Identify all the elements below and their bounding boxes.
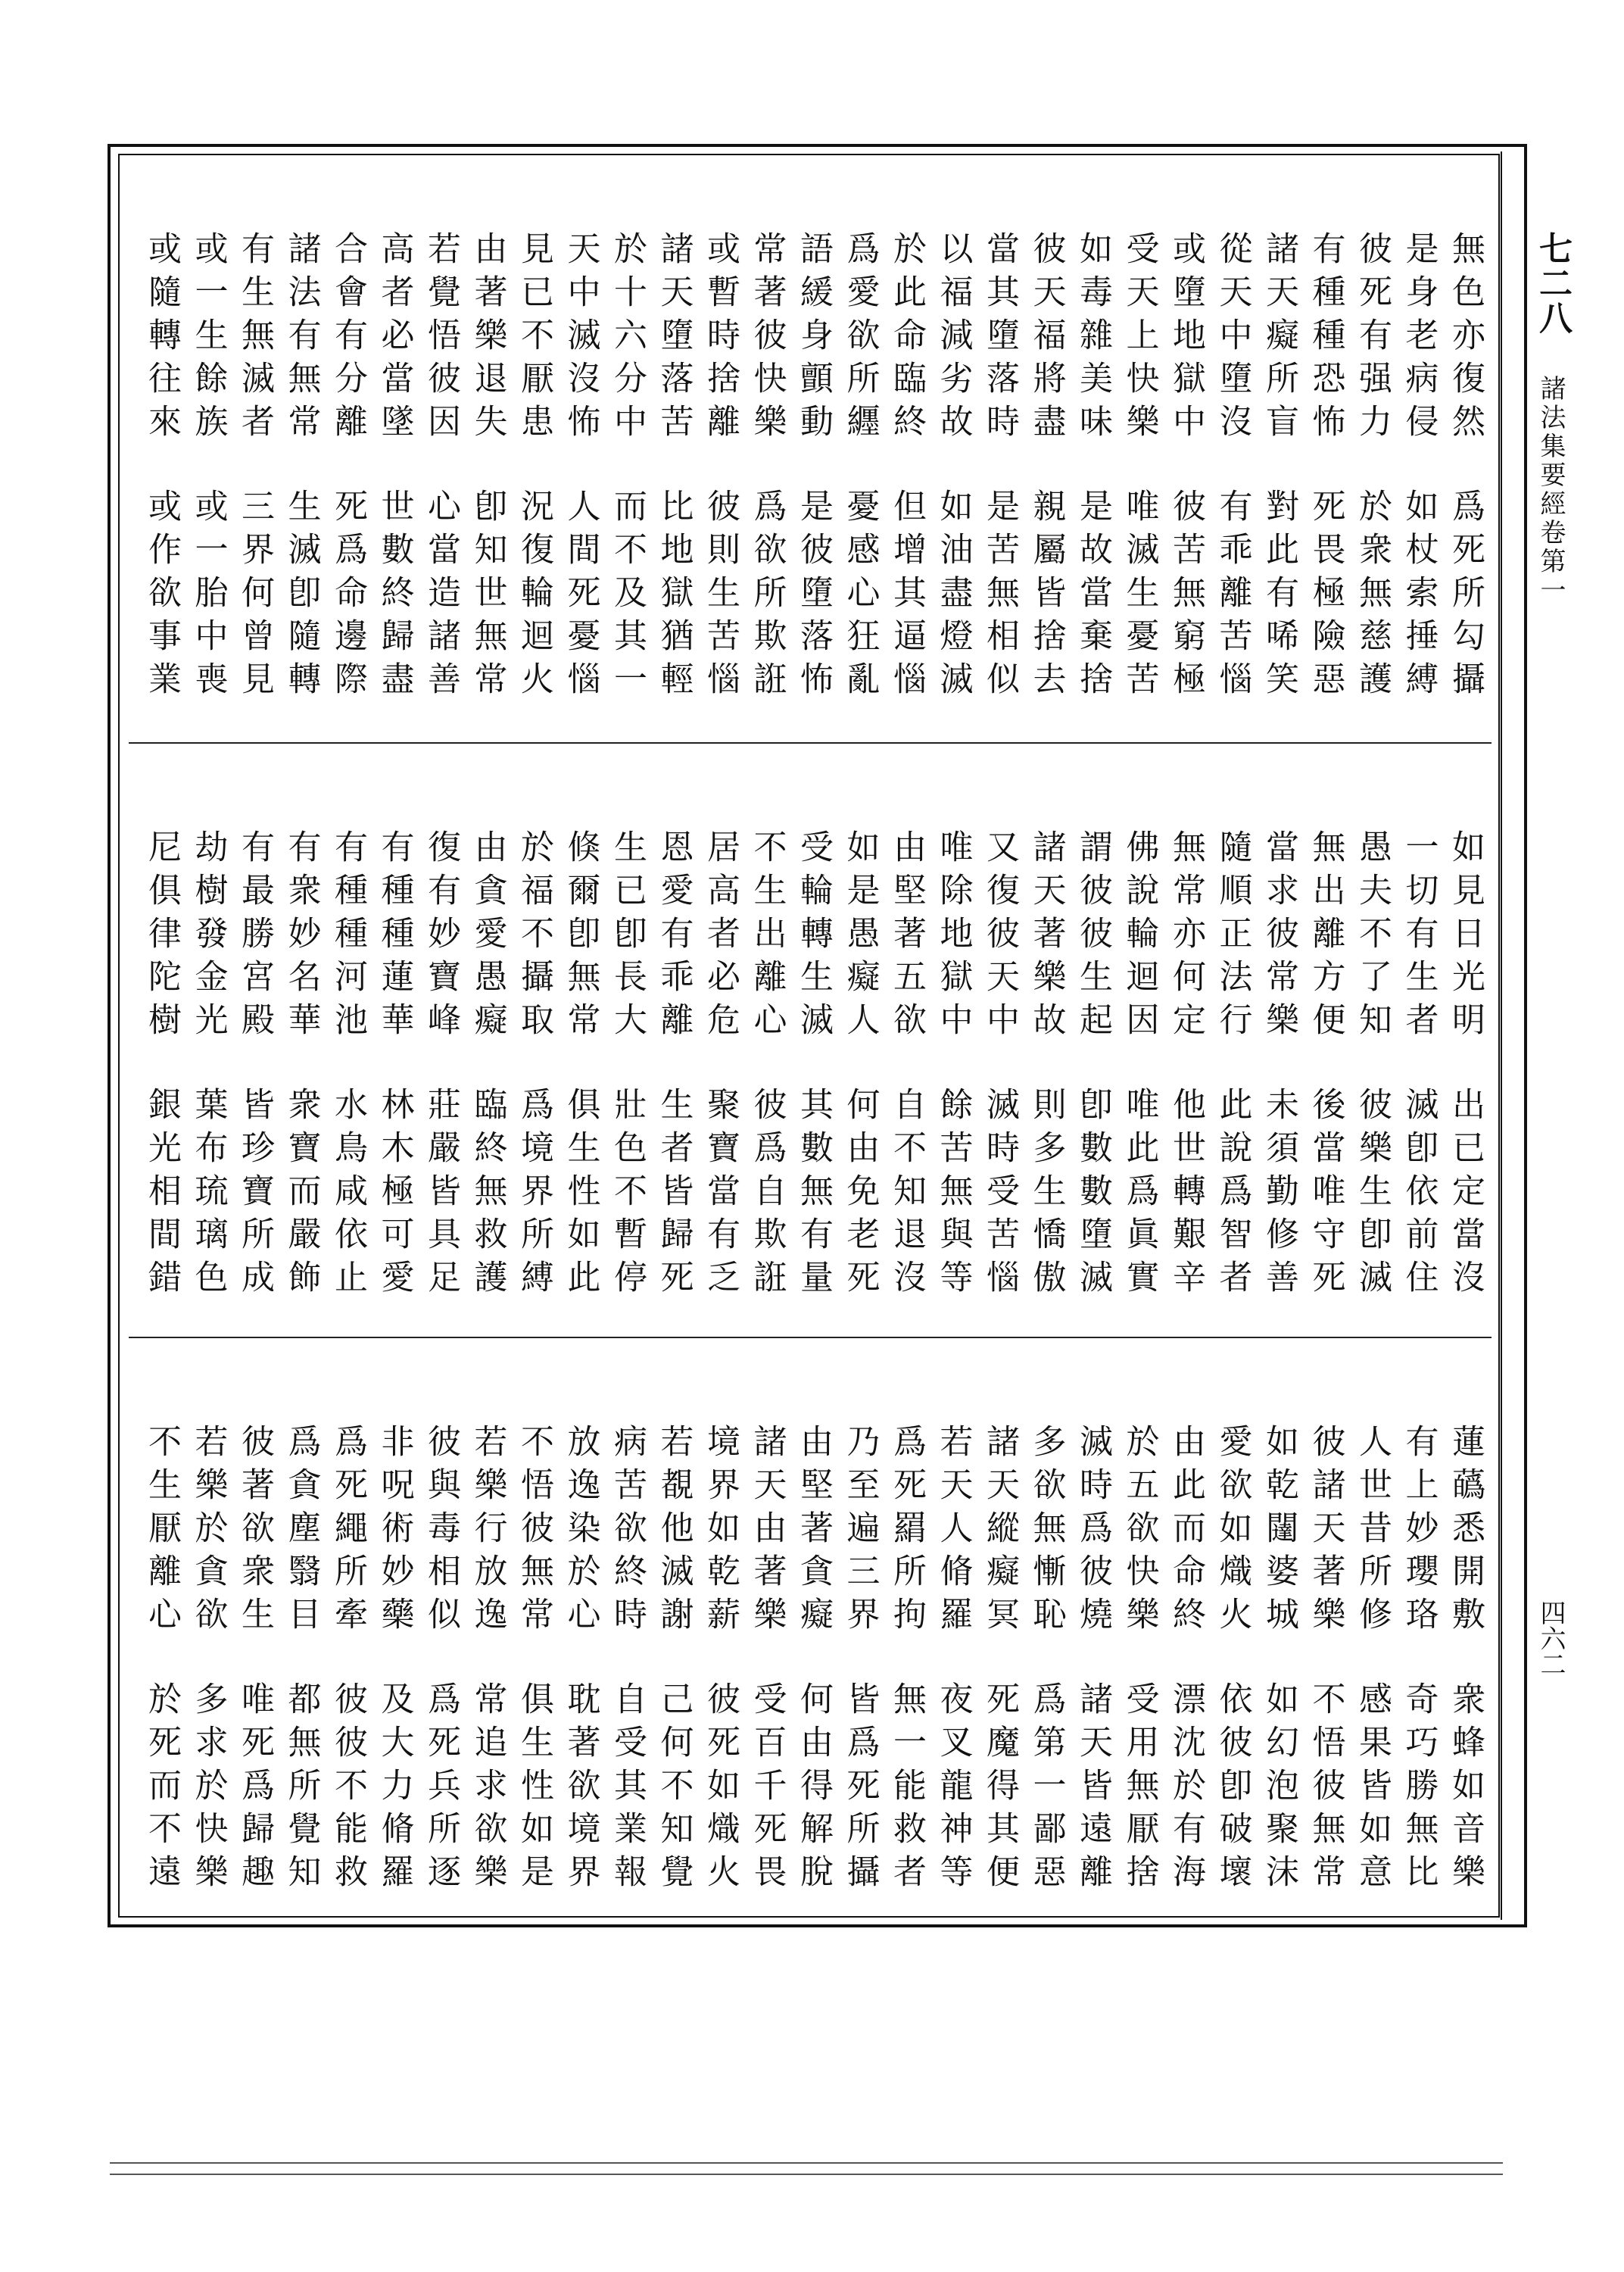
verse-line-top: 彼與毒相似 bbox=[422, 1424, 460, 1640]
verse-line-bottom: 常追求欲樂 bbox=[468, 1681, 507, 1897]
verse-line-top: 不生出離心 bbox=[747, 829, 787, 1045]
verse-column bbox=[1159, 1424, 1212, 1924]
verse-line-bottom: 及大力脩羅 bbox=[375, 1681, 414, 1897]
verse-line-top: 如是愚癡人 bbox=[840, 829, 880, 1045]
verse-line-top: 彼著欲衆生 bbox=[235, 1424, 274, 1640]
verse-line-top: 放逸染於心 bbox=[561, 1424, 600, 1640]
verse-line-top: 諸天由著樂 bbox=[747, 1424, 787, 1640]
verse-line-bottom: 是彼墮落怖 bbox=[794, 488, 833, 704]
verse-line-bottom: 彼爲自欺誑 bbox=[747, 1087, 787, 1303]
verse-column bbox=[880, 829, 933, 1329]
footer-rule bbox=[110, 2162, 1503, 2164]
verse-line-top: 不生厭離心 bbox=[142, 1424, 181, 1640]
sutra-title: 諸法集要經卷第一 bbox=[1535, 375, 1566, 605]
verse-column bbox=[787, 829, 840, 1329]
verse-line-top: 若覩他滅謝 bbox=[654, 1424, 694, 1640]
verse-column bbox=[787, 231, 840, 731]
page-number: 四六二 bbox=[1535, 1599, 1566, 1677]
verse-line-top: 或隨轉往來 bbox=[142, 231, 181, 447]
verse-column bbox=[1066, 829, 1119, 1329]
verse-column bbox=[740, 231, 793, 731]
verse-line-top: 一切有生者 bbox=[1399, 829, 1439, 1045]
verse-line-bottom: 但增其逼惱 bbox=[887, 488, 926, 704]
verse-line-top: 於十六分中 bbox=[608, 231, 647, 447]
verse-column bbox=[834, 1424, 887, 1924]
verse-line-bottom: 是故當棄捨 bbox=[1074, 488, 1112, 704]
verse-line-top: 諸天著樂故 bbox=[1027, 829, 1066, 1045]
verse-column bbox=[461, 829, 514, 1329]
verse-line-bottom: 俱生性如是 bbox=[515, 1681, 553, 1897]
verse-column bbox=[1159, 231, 1212, 731]
verse-column bbox=[1113, 1424, 1166, 1924]
verse-line-bottom: 聚寶當有乏 bbox=[701, 1087, 740, 1303]
verse-column bbox=[368, 829, 421, 1329]
verse-line-top: 當求彼常樂 bbox=[1260, 829, 1298, 1045]
verse-line-bottom: 滅時受苦惱 bbox=[980, 1087, 1019, 1303]
verse-column bbox=[927, 231, 980, 731]
verse-column bbox=[135, 829, 188, 1329]
verse-line-bottom: 受百千死畏 bbox=[747, 1681, 787, 1897]
verse-line-bottom: 對此有唏笑 bbox=[1260, 488, 1298, 704]
verse-column bbox=[740, 1424, 793, 1924]
verse-column bbox=[368, 1424, 421, 1924]
verse-line-top: 隨順正法行 bbox=[1213, 829, 1252, 1045]
verse-line-bottom: 無一能救者 bbox=[887, 1681, 926, 1897]
verse-column bbox=[228, 231, 281, 731]
verse-line-bottom: 而不及其一 bbox=[608, 488, 647, 704]
verse-column bbox=[228, 1424, 281, 1924]
verse-line-top: 如毒雜美味 bbox=[1074, 231, 1112, 447]
verse-column bbox=[834, 829, 887, 1329]
verse-line-top: 爲死羂所拘 bbox=[887, 1424, 926, 1640]
verse-column bbox=[182, 231, 235, 731]
verse-column bbox=[694, 231, 747, 731]
verse-line-bottom: 爲死兵所逐 bbox=[422, 1681, 460, 1897]
verse-column bbox=[1020, 231, 1073, 731]
verse-column bbox=[1439, 1424, 1492, 1924]
verse-column bbox=[1252, 1424, 1305, 1924]
verse-band-2 bbox=[136, 746, 1492, 1337]
verse-column bbox=[1299, 829, 1352, 1329]
verse-column bbox=[368, 231, 421, 731]
verse-line-bottom: 生滅卽隨轉 bbox=[282, 488, 321, 704]
verse-column bbox=[1206, 829, 1259, 1329]
verse-column bbox=[1345, 231, 1398, 731]
verse-column bbox=[135, 231, 188, 731]
verse-column bbox=[507, 1424, 560, 1924]
verse-line-bottom: 餘苦無與等 bbox=[934, 1087, 973, 1303]
verse-line-top: 當其墮落時 bbox=[980, 231, 1019, 447]
verse-column bbox=[554, 1424, 607, 1924]
verse-line-top: 受輪轉生滅 bbox=[794, 829, 833, 1045]
verse-column bbox=[834, 231, 887, 731]
verse-line-bottom: 親屬皆捨去 bbox=[1027, 488, 1066, 704]
verse-line-top: 若樂於貪欲 bbox=[189, 1424, 228, 1640]
verse-line-bottom: 衆蜂如音樂 bbox=[1446, 1681, 1485, 1897]
verse-column bbox=[1252, 829, 1305, 1329]
verse-line-top: 有種種蓮華 bbox=[375, 829, 414, 1045]
verse-column bbox=[880, 1424, 933, 1924]
verse-line-bottom: 己何不知覺 bbox=[654, 1681, 694, 1897]
verse-line-top: 高者必當墜 bbox=[375, 231, 414, 447]
verse-line-bottom: 是苦無相似 bbox=[980, 488, 1019, 704]
verse-line-top: 如見日光明 bbox=[1446, 829, 1485, 1045]
verse-line-top: 若覺悟彼因 bbox=[422, 231, 460, 447]
verse-column bbox=[787, 1424, 840, 1924]
verse-column bbox=[554, 829, 607, 1329]
verse-line-top: 謂彼彼生起 bbox=[1074, 829, 1112, 1045]
verse-line-top: 佛說輪迴因 bbox=[1120, 829, 1159, 1045]
verse-line-top: 無出離方便 bbox=[1306, 829, 1345, 1045]
verse-column bbox=[1206, 1424, 1259, 1924]
verse-line-bottom: 他世轉艱辛 bbox=[1167, 1087, 1205, 1303]
verse-line-bottom: 衆寶而嚴飾 bbox=[282, 1087, 321, 1303]
verse-line-bottom: 卽知世無常 bbox=[468, 488, 507, 704]
verse-line-top: 非呪術妙藥 bbox=[375, 1424, 414, 1640]
verse-line-top: 合會有分離 bbox=[329, 231, 367, 447]
verse-line-bottom: 滅卽依前住 bbox=[1399, 1087, 1439, 1303]
verse-line-bottom: 彼苦無窮極 bbox=[1167, 488, 1205, 704]
verse-line-top: 見已不厭患 bbox=[515, 231, 553, 447]
verse-line-bottom: 何由免老死 bbox=[840, 1087, 880, 1303]
verse-line-bottom: 都無所覺知 bbox=[282, 1681, 321, 1897]
verse-line-bottom: 諸天皆遠離 bbox=[1074, 1681, 1112, 1897]
verse-line-top: 愚夫不了知 bbox=[1353, 829, 1392, 1045]
verse-line-bottom: 唯死爲歸趣 bbox=[235, 1681, 274, 1897]
verse-line-bottom: 漂沈於有海 bbox=[1167, 1681, 1205, 1897]
verse-line-top: 是身老病侵 bbox=[1399, 231, 1439, 447]
verse-column bbox=[927, 829, 980, 1329]
verse-column bbox=[647, 829, 700, 1329]
verse-line-bottom: 於衆無慈護 bbox=[1353, 488, 1392, 704]
verse-band-1 bbox=[136, 148, 1492, 738]
verse-line-bottom: 死畏極險惡 bbox=[1306, 488, 1345, 704]
verse-column bbox=[973, 1424, 1026, 1924]
verse-column bbox=[461, 1424, 514, 1924]
verse-column bbox=[647, 1424, 700, 1924]
verse-line-top: 由貪愛愚癡 bbox=[468, 829, 507, 1045]
verse-line-bottom: 憂感心狂亂 bbox=[840, 488, 880, 704]
verse-column bbox=[182, 829, 235, 1329]
verse-line-bottom: 奇巧勝無比 bbox=[1399, 1681, 1439, 1897]
verse-line-bottom: 三界何曾見 bbox=[235, 488, 274, 704]
verse-column bbox=[1113, 231, 1166, 731]
verse-line-bottom: 於死而不遠 bbox=[142, 1681, 181, 1897]
verse-column bbox=[600, 231, 653, 731]
verse-line-top: 諸天墮落苦 bbox=[654, 231, 694, 447]
verse-column bbox=[182, 1424, 235, 1924]
verse-column bbox=[414, 231, 467, 731]
verse-column bbox=[321, 1424, 374, 1924]
verse-line-bottom: 耽著欲境界 bbox=[561, 1681, 600, 1897]
verse-line-bottom: 唯此爲眞實 bbox=[1120, 1087, 1159, 1303]
verse-line-top: 生已卽長大 bbox=[608, 829, 647, 1045]
verse-line-bottom: 此說爲智者 bbox=[1213, 1087, 1252, 1303]
verse-column bbox=[1392, 829, 1445, 1329]
verse-line-top: 諸天癡所盲 bbox=[1260, 231, 1298, 447]
verse-line-bottom: 爲死所勾攝 bbox=[1446, 488, 1485, 704]
verse-line-bottom: 死爲命邊際 bbox=[329, 488, 367, 704]
verse-line-bottom: 銀光相間錯 bbox=[142, 1087, 181, 1303]
verse-line-bottom: 夜叉龍神等 bbox=[934, 1681, 973, 1897]
verse-column bbox=[507, 231, 560, 731]
verse-column bbox=[275, 231, 328, 731]
verse-line-top: 唯除地獄中 bbox=[934, 829, 973, 1045]
verse-line-top: 彼死有强力 bbox=[1353, 231, 1392, 447]
verse-line-bottom: 俱生性如此 bbox=[561, 1087, 600, 1303]
verse-line-bottom: 不悟彼無常 bbox=[1306, 1681, 1345, 1897]
verse-column bbox=[228, 829, 281, 1329]
verse-line-bottom: 生者皆歸死 bbox=[654, 1087, 694, 1303]
volume-number: 七二八 bbox=[1533, 231, 1572, 335]
verse-column bbox=[1066, 1424, 1119, 1924]
verse-line-top: 諸天縱癡冥 bbox=[980, 1424, 1019, 1640]
verse-line-bottom: 水鳥咸依止 bbox=[329, 1087, 367, 1303]
verse-column bbox=[461, 231, 514, 731]
verse-line-bottom: 死魔得其便 bbox=[980, 1681, 1019, 1897]
verse-column bbox=[1439, 231, 1492, 731]
verse-line-top: 無色亦復然 bbox=[1446, 231, 1485, 447]
verse-line-bottom: 未須勤修善 bbox=[1260, 1087, 1298, 1303]
verse-line-bottom: 彼樂生卽滅 bbox=[1353, 1087, 1392, 1303]
verse-line-top: 有種種恐怖 bbox=[1306, 231, 1345, 447]
verse-column bbox=[1113, 829, 1166, 1329]
verse-column bbox=[647, 231, 700, 731]
verse-column bbox=[1392, 1424, 1445, 1924]
verse-column bbox=[694, 829, 747, 1329]
verse-line-bottom: 或一胎中喪 bbox=[189, 488, 228, 704]
verse-line-top: 倏爾卽無常 bbox=[561, 829, 600, 1045]
band-divider bbox=[129, 1337, 1492, 1338]
band-divider bbox=[129, 742, 1492, 744]
verse-line-bottom: 臨終無救護 bbox=[468, 1087, 507, 1303]
verse-line-top: 蓮蘤悉開敷 bbox=[1446, 1424, 1485, 1640]
verse-line-bottom: 人間死憂惱 bbox=[561, 488, 600, 704]
verse-line-top: 劫樹發金光 bbox=[189, 829, 228, 1045]
margin-rule bbox=[1501, 151, 1502, 1920]
verse-line-bottom: 皆珍寶所成 bbox=[235, 1087, 274, 1303]
verse-line-top: 多欲無慚恥 bbox=[1027, 1424, 1066, 1640]
verse-line-top: 有最勝宮殿 bbox=[235, 829, 274, 1045]
verse-column bbox=[1345, 829, 1398, 1329]
verse-column bbox=[973, 829, 1026, 1329]
verse-column bbox=[600, 829, 653, 1329]
verse-column bbox=[1252, 231, 1305, 731]
verse-line-top: 或暫時捨離 bbox=[701, 231, 740, 447]
verse-line-top: 或墮地獄中 bbox=[1167, 231, 1205, 447]
verse-line-top: 有生無滅者 bbox=[235, 231, 274, 447]
verse-line-top: 境界如乾薪 bbox=[701, 1424, 740, 1640]
verse-line-top: 於五欲快樂 bbox=[1120, 1424, 1159, 1640]
verse-line-top: 從天中墮沒 bbox=[1213, 231, 1252, 447]
verse-line-top: 若天人脩羅 bbox=[934, 1424, 973, 1640]
verse-column bbox=[1439, 829, 1492, 1329]
verse-line-bottom: 如杖索捶縛 bbox=[1399, 488, 1439, 704]
verse-line-top: 彼諸天著樂 bbox=[1306, 1424, 1345, 1640]
verse-column bbox=[1206, 231, 1259, 731]
verse-column bbox=[275, 829, 328, 1329]
verse-line-top: 復有妙寶峰 bbox=[422, 829, 460, 1045]
verse-column bbox=[740, 829, 793, 1329]
verse-column bbox=[507, 829, 560, 1329]
verse-line-bottom: 有乖離苦惱 bbox=[1213, 488, 1252, 704]
verse-column bbox=[880, 231, 933, 731]
verse-line-bottom: 依彼卽破壞 bbox=[1213, 1681, 1252, 1897]
verse-column bbox=[275, 1424, 328, 1924]
verse-line-bottom: 心當造諸善 bbox=[422, 488, 460, 704]
verse-column bbox=[321, 829, 374, 1329]
verse-column bbox=[1020, 829, 1073, 1329]
verse-line-top: 諸法有無常 bbox=[282, 231, 321, 447]
verse-line-top: 常著彼快樂 bbox=[747, 231, 787, 447]
verse-column bbox=[414, 829, 467, 1329]
verse-line-bottom: 其數無有量 bbox=[794, 1087, 833, 1303]
verse-line-bottom: 感果皆如意 bbox=[1353, 1681, 1392, 1897]
verse-line-top: 不悟彼無常 bbox=[515, 1424, 553, 1640]
verse-line-top: 恩愛有乖離 bbox=[654, 829, 694, 1045]
verse-line-bottom: 自受其業報 bbox=[608, 1681, 647, 1897]
verse-column bbox=[694, 1424, 747, 1924]
verse-line-bottom: 自不知退沒 bbox=[887, 1087, 926, 1303]
verse-column bbox=[927, 1424, 980, 1924]
verse-line-top: 由著樂退失 bbox=[468, 231, 507, 447]
verse-column bbox=[973, 231, 1026, 731]
verse-line-bottom: 況復輪迴火 bbox=[515, 488, 553, 704]
verse-line-bottom: 後當唯守死 bbox=[1306, 1087, 1345, 1303]
verse-line-top: 或一生餘族 bbox=[189, 231, 228, 447]
verse-line-bottom: 彼彼不能救 bbox=[329, 1681, 367, 1897]
verse-line-top: 於福不攝取 bbox=[515, 829, 553, 1045]
verse-line-top: 由堅著五欲 bbox=[887, 829, 926, 1045]
verse-line-bottom: 卽數數墮滅 bbox=[1074, 1087, 1112, 1303]
verse-column bbox=[135, 1424, 188, 1924]
verse-line-bottom: 彼死如熾火 bbox=[701, 1681, 740, 1897]
verse-line-bottom: 皆爲死所攝 bbox=[840, 1681, 880, 1897]
verse-line-top: 天中滅沒怖 bbox=[561, 231, 600, 447]
verse-band-3 bbox=[136, 1340, 1492, 1931]
verse-line-bottom: 何由得解脫 bbox=[794, 1681, 833, 1897]
verse-line-top: 有上妙瓔珞 bbox=[1399, 1424, 1439, 1640]
verse-column bbox=[600, 1424, 653, 1924]
verse-line-bottom: 林木極可愛 bbox=[375, 1087, 414, 1303]
verse-line-top: 無常亦何定 bbox=[1167, 829, 1205, 1045]
verse-line-bottom: 葉布琉璃色 bbox=[189, 1087, 228, 1303]
verse-line-top: 爲貪塵翳目 bbox=[282, 1424, 321, 1640]
verse-column bbox=[1299, 231, 1352, 731]
verse-line-bottom: 如油盡燈滅 bbox=[934, 488, 973, 704]
footer-rule bbox=[110, 2174, 1503, 2175]
verse-line-bottom: 莊嚴皆具足 bbox=[422, 1087, 460, 1303]
verse-column bbox=[1159, 829, 1212, 1329]
verse-line-top: 於此命臨終 bbox=[887, 231, 926, 447]
verse-line-top: 愛欲如熾火 bbox=[1213, 1424, 1252, 1640]
verse-line-top: 如乾闥婆城 bbox=[1260, 1424, 1298, 1640]
verse-line-top: 病苦欲終時 bbox=[608, 1424, 647, 1640]
verse-line-top: 彼天福將盡 bbox=[1027, 231, 1066, 447]
verse-line-top: 由堅著貪癡 bbox=[794, 1424, 833, 1640]
verse-line-top: 滅時爲彼燒 bbox=[1074, 1424, 1112, 1640]
verse-line-top: 有衆妙名華 bbox=[282, 829, 321, 1045]
verse-column bbox=[554, 231, 607, 731]
verse-line-bottom: 或作欲事業 bbox=[142, 488, 181, 704]
verse-line-bottom: 多求於快樂 bbox=[189, 1681, 228, 1897]
verse-line-top: 若樂行放逸 bbox=[468, 1424, 507, 1640]
verse-column bbox=[321, 231, 374, 731]
verse-column bbox=[1066, 231, 1119, 731]
verse-line-top: 人世昔所修 bbox=[1353, 1424, 1392, 1640]
verse-line-top: 乃至遍三界 bbox=[840, 1424, 880, 1640]
verse-column bbox=[1392, 231, 1445, 731]
verse-column bbox=[1020, 1424, 1073, 1924]
verse-column bbox=[1345, 1424, 1398, 1924]
verse-line-bottom: 唯滅生憂苦 bbox=[1120, 488, 1159, 704]
verse-line-top: 爲死繩所牽 bbox=[329, 1424, 367, 1640]
verse-line-top: 居高者必危 bbox=[701, 829, 740, 1045]
verse-line-bottom: 爲欲所欺誑 bbox=[747, 488, 787, 704]
verse-line-top: 爲愛欲所纒 bbox=[840, 231, 880, 447]
verse-line-bottom: 比地獄猶輕 bbox=[654, 488, 694, 704]
verse-line-top: 由此而命終 bbox=[1167, 1424, 1205, 1640]
verse-line-top: 語緩身顫動 bbox=[794, 231, 833, 447]
verse-line-top: 以福減劣故 bbox=[934, 231, 973, 447]
verse-line-top: 受天上快樂 bbox=[1120, 231, 1159, 447]
verse-line-top: 又復彼天中 bbox=[980, 829, 1019, 1045]
verse-column bbox=[1299, 1424, 1352, 1924]
verse-line-bottom: 彼則生苦惱 bbox=[701, 488, 740, 704]
verse-line-bottom: 出已定當沒 bbox=[1446, 1087, 1485, 1303]
verse-line-bottom: 則多生憍傲 bbox=[1027, 1087, 1066, 1303]
verse-line-bottom: 受用無厭捨 bbox=[1120, 1681, 1159, 1897]
verse-line-bottom: 爲境界所縛 bbox=[515, 1087, 553, 1303]
verse-line-bottom: 如幻泡聚沫 bbox=[1260, 1681, 1298, 1897]
verse-line-bottom: 壯色不暫停 bbox=[608, 1087, 647, 1303]
verse-line-top: 尼俱律陀樹 bbox=[142, 829, 181, 1045]
verse-line-bottom: 世數終歸盡 bbox=[375, 488, 414, 704]
verse-line-top: 有種種河池 bbox=[329, 829, 367, 1045]
verse-line-bottom: 爲第一鄙惡 bbox=[1027, 1681, 1066, 1897]
verse-column bbox=[414, 1424, 467, 1924]
